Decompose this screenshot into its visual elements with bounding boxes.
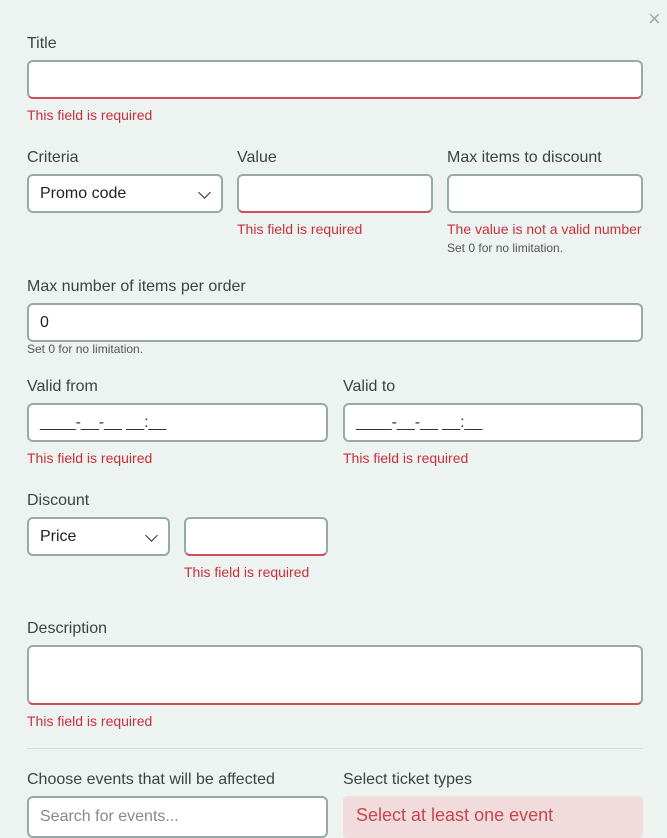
criteria-select[interactable] (27, 174, 223, 213)
valid-to-input[interactable] (343, 403, 643, 442)
title-input[interactable] (27, 60, 643, 99)
max-per-order-hint: Set 0 for no limitation. (27, 342, 144, 356)
max-items-label: Max items to discount (447, 149, 602, 166)
description-label: Description (27, 620, 108, 637)
value-error: This field is required (237, 221, 363, 237)
valid-from-label: Valid from (27, 378, 98, 395)
discount-amount-input[interactable] (184, 517, 328, 556)
valid-from-input[interactable] (27, 403, 328, 442)
events-label: Choose events that will be affected (27, 771, 275, 788)
discount-error: This field is required (184, 564, 310, 580)
valid-to-label: Valid to (343, 378, 396, 395)
valid-from-mask: ____-__-__ __:__ (40, 413, 167, 431)
valid-from-error: This field is required (27, 450, 153, 466)
criteria-value: Promo code (40, 184, 127, 202)
discount-label: Discount (27, 492, 90, 509)
ticket-types-label: Select ticket types (343, 771, 472, 788)
value-label: Value (237, 149, 277, 166)
divider (27, 748, 643, 749)
max-items-input[interactable] (447, 174, 643, 213)
ticket-types-message: Select at least one event (356, 805, 554, 825)
value-input[interactable] (237, 174, 433, 213)
criteria-label: Criteria (27, 149, 79, 166)
discount-type-select[interactable] (27, 517, 170, 556)
valid-to-error: This field is required (343, 450, 469, 466)
events-placeholder: Search for events... (40, 808, 179, 825)
max-items-hint: Set 0 for no limitation. (447, 241, 564, 255)
max-per-order-label: Max number of items per order (27, 278, 246, 295)
title-label: Title (27, 35, 57, 52)
description-error: This field is required (27, 713, 153, 729)
valid-to-mask: ____-__-__ __:__ (356, 413, 483, 431)
description-textarea[interactable] (27, 645, 643, 705)
discount-type-value: Price (40, 527, 77, 545)
chevron-down-icon (145, 529, 158, 542)
max-per-order-input[interactable]: 0 (27, 303, 643, 342)
chevron-down-icon (198, 186, 211, 199)
max-items-error: The value is not a valid number (447, 221, 642, 237)
title-error: This field is required (27, 107, 153, 123)
close-icon[interactable]: × (648, 6, 661, 31)
